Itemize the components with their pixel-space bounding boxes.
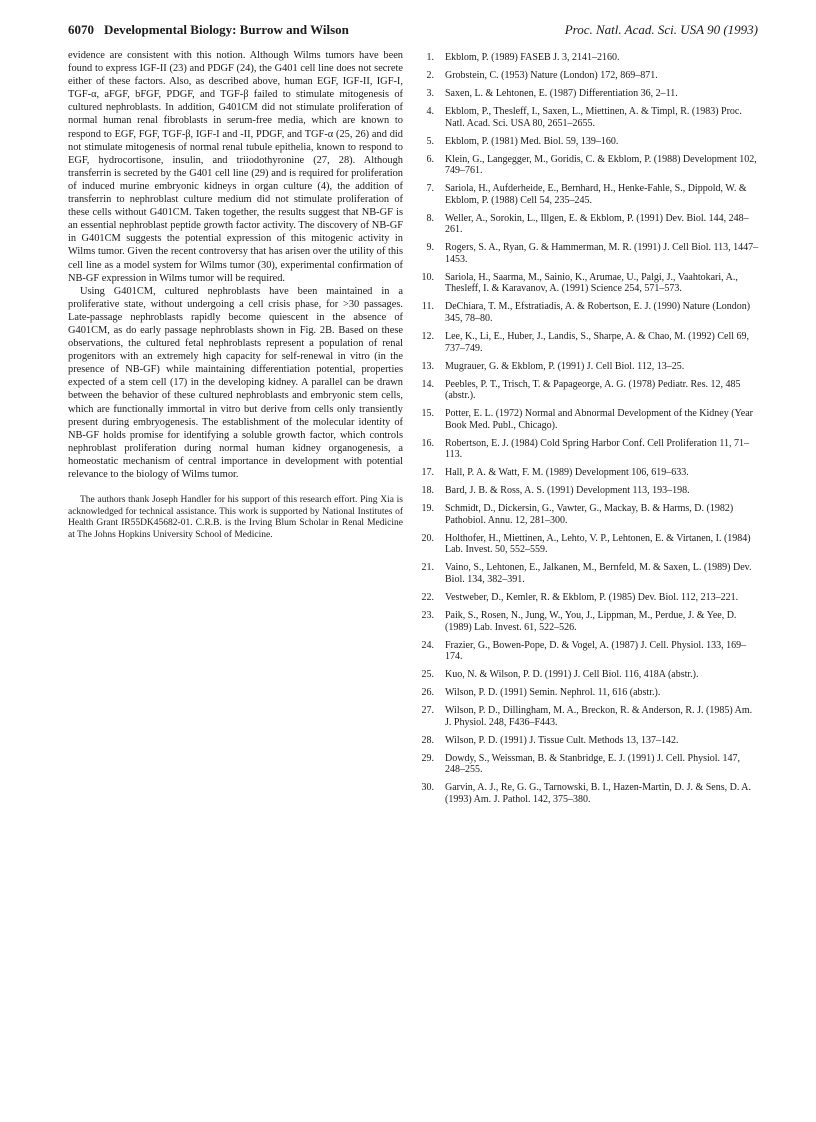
section-title: Developmental Biology: Burrow and Wilson [104,22,349,37]
journal-citation: Proc. Natl. Acad. Sci. USA 90 (1993) [564,22,758,37]
reference-text: Sariola, H., Aufderheide, E., Bernhard, H., Henke-Fahle, S., Dippold, W. & Ekblom, P. (1988) Cell 54, 235–245. [445,183,747,206]
reference-number: 21. [421,562,434,574]
reference-text: DeChiara, T. M., Efstratiadis, A. & Robertson, E. J. (1990) Nature (London) 345, 78–80. [445,301,751,324]
reference-item [420,669,760,681]
reference-number: 15. [421,408,434,420]
reference-number: 1. [426,52,434,63]
reference-number: 30. [421,782,434,794]
reference-text: Peebles, P. T., Trisch, T. & Papageorge, A. G. (1978) Pediatr. Res. 12, 485 (abstr.). [445,378,741,402]
reference-item [420,379,760,402]
reference-text: Hall, P. A. & Watt, F. M. (1989) Development 106, 619–633. [445,467,689,479]
reference-number: 13. [421,360,434,372]
reference-number: 29. [421,752,434,764]
reference-item [420,705,760,728]
reference-item [420,438,760,461]
reference-item [420,301,760,324]
reference-text: Ekblom, P. (1981) Med. Biol. 59, 139–160. [445,135,619,147]
reference-item [420,52,760,64]
page-number: 6070 [68,22,94,37]
reference-number: 11. [421,301,434,313]
discussion-column [68,49,403,541]
reference-number: 4. [426,105,434,117]
reference-item [420,533,760,556]
reference-number: 28. [421,734,434,746]
reference-number: 12. [421,330,434,342]
reference-number: 9. [426,242,434,254]
reference-item [420,503,760,526]
reference-text: Frazier, G., Bowen-Pope, D. & Vogel, A. (1987) J. Cell. Physiol. 133, 169–174. [445,639,747,663]
reference-item [420,782,760,805]
reference-number: 5. [426,135,434,147]
reference-number: 10. [421,271,434,283]
reference-number: 18. [421,485,434,497]
body-paragraph-2: Using G401CM, cultured nephroblasts have been maintained in a proliferative state, without undergoing a cell crisis phase, for >30 passages. Late-passage nephroblasts rapidly become quiescent in the absence of G401CM, as do early passage nephroblasts shown in Fig. 2B. Based on these observations, the cultured fetal nephroblasts represent a population of renal progenitors with an extremely high capacity for self-renewal in vitro (in the presence of NB-GF) while maintaining differentiation potential, properties expected of a stem cell (17) in the developing kidney. A parallel can be drawn between the behavior of these cultured nephroblasts and embryonic stem cells, which are functionally immortal in vitro but derive from cells only transiently present during embryogenesis. The establishment of the molecular identity of NB-GF holds promise for identifying a soluble growth factor, which controls nephroblast proliferation during normal human kidney organogenesis, a homeostatic mechanism of central importance in development with potential relevance to the biology of Wilms tumor. [68,285,403,480]
reference-number: 2. [426,69,434,81]
reference-text: Potter, E. L. (1972) Normal and Abnormal Development of the Kidney (Year Book Med. Publ., Chicago). [445,408,753,431]
reference-item [420,485,760,497]
reference-item [420,592,760,604]
reference-item [420,361,760,373]
reference-item [420,106,760,129]
reference-item [420,610,760,633]
reference-text: Lee, K., Li, E., Huber, J., Landis, S., Sharpe, A. & Chao, M. (1992) Cell 69, 737–749. [445,330,750,354]
reference-text: Kuo, N. & Wilson, P. D. (1991) J. Cell Biol. 116, 418A (abstr.). [445,669,699,681]
reference-text: Wilson, P. D. (1991) Semin. Nephrol. 11, 616 (abstr.). [445,687,661,699]
reference-text: Saxen, L. & Lehtonen, E. (1987) Differentiation 36, 2–11. [445,87,678,99]
reference-item [420,154,760,177]
reference-text: Garvin, A. J., Re, G. G., Tarnowski, B. I., Hazen-Martin, D. J. & Sens, D. A. (1993) Am. J. Pathol. 142, 375–380. [445,782,752,805]
reference-number: 25. [421,669,434,681]
reference-text: Vestweber, D., Kemler, R. & Ekblom, P. (1985) Dev. Biol. 112, 213–221. [445,591,739,603]
body-paragraph-1: evidence are consistent with this notion. Although Wilms tumors have been found to express IGF-II (23) and PDGF (24), the G401 cell line does not secrete either of these factors. Also, as described above, human EGF, IGF-II, IGF-I, TGF-α, aFGF, bFGF, PDGF, and TGF-β failed to stimulate mitogenesis of cultured nephroblasts. In addition, G401CM did not stimulate proliferation of normal human renal fibroblasts in serum-free media, which are known to respond to EGF, FGF, TGF-β, IGF-I and -II, PDGF, and TGF-α (25, 26) and did not stimulate mitogenesis of normal renal tubule epithelia, known to respond to EGF, hydrocortisone, insulin, and triiodothyronine (27, 28). Although transferrin is secreted by the G401 cell line (29) and is required for proliferation of induced murine embryonic kidneys in organ culture (4), the addition of transferrin to nephroblast culture medium did not stimulate proliferation of these cells without G401CM. Taken together, the results suggest that NB-GF is an essential nephroblast peptide growth factor activity. The discovery of NB-GF in G401CM suggests the potential expression of this mitogenic activity in Wilms tumor. Given the recent controversy that has arisen over the utility of this cell line as a model system for Wilms tumor (30), experimental confirmation of NB-GF expression in Wilms tumor will be required. [68,50,403,284]
reference-item [420,408,760,431]
reference-text: Mugrauer, G. & Ekblom, P. (1991) J. Cell Biol. 112, 13–25. [445,360,685,372]
reference-text: Bard, J. B. & Ross, A. S. (1991) Development 113, 193–198. [445,485,690,497]
reference-text: Robertson, E. J. (1984) Cold Spring Harbor Conf. Cell Proliferation 11, 71–113. [445,437,750,461]
reference-number: 22. [421,591,434,603]
reference-text: Dowdy, S., Weissman, B. & Stanbridge, E. J. (1991) J. Cell. Physiol. 147, 248–255. [445,752,741,776]
reference-text: Wilson, P. D., Dillingham, M. A., Breckon, R. & Anderson, R. J. (1985) Am. J. Physiol. 248, F436–F443. [445,705,753,728]
reference-item [420,331,760,354]
reference-item [420,272,760,295]
reference-item [420,640,760,663]
reference-text: Ekblom, P., Thesleff, I., Saxen, L., Miettinen, A. & Timpl, R. (1983) Proc. Natl. Acad. Sci. USA 80, 2651–2655. [445,105,742,129]
reference-number: 8. [426,212,434,224]
reference-number: 27. [421,705,434,717]
reference-item [420,183,760,206]
reference-number: 6. [426,153,434,165]
reference-item [420,753,760,776]
reference-item [420,562,760,585]
reference-item [420,88,760,100]
reference-item [420,136,760,148]
reference-list [420,52,760,812]
reference-item [420,70,760,82]
reference-text: Ekblom, P. (1989) FASEB J. 3, 2141–2160. [445,52,620,63]
reference-number: 23. [421,609,434,621]
reference-text: Schmidt, D., Dickersin, G., Vawter, G., Mackay, B. & Harms, D. (1982) Pathobiol. Annu. 12, 281–300. [445,503,734,526]
reference-number: 7. [426,183,434,195]
reference-number: 17. [421,467,434,479]
running-header [68,22,758,40]
reference-item [420,242,760,265]
reference-text: Paik, S., Rosen, N., Jung, W., You, J., Lippman, M., Perdue, J. & Yee, D. (1989) Lab. Invest. 61, 522–526. [445,609,737,633]
reference-text: Klein, G., Langegger, M., Goridis, C. & Ekblom, P. (1988) Development 102, 749–761. [445,153,757,177]
reference-item [420,213,760,236]
reference-text: Rogers, S. A., Ryan, G. & Hammerman, M. R. (1991) J. Cell Biol. 113, 1447–1453. [445,242,759,265]
reference-text: Weller, A., Sorokin, L., Illgen, E. & Ekblom, P. (1991) Dev. Biol. 144, 248–261. [445,212,749,236]
reference-number: 26. [421,687,434,699]
reference-item [420,735,760,747]
reference-text: Vaino, S., Lehtonen, E., Jalkanen, M., Bernfeld, M. & Saxen, L. (1989) Dev. Biol. 134, 382–391. [445,562,752,585]
reference-number: 19. [421,503,434,515]
reference-number: 14. [421,378,434,390]
acknowledgment: The authors thank Joseph Handler for his support of this research effort. Ping Xia is acknowledged for technical assistance. This work is supported by National Institutes of Health Grant IR55DK45682-01. C.R.B. is the Irving Blum Scholar in Renal Medicine at The Johns Hopkins University School of Medicine. [68,495,403,540]
reference-text: Grobstein, C. (1953) Nature (London) 172, 869–871. [445,69,658,81]
reference-item [420,687,760,699]
reference-number: 24. [421,639,434,651]
reference-text: Holthofer, H., Miettinen, A., Lehto, V. P., Lehtonen, E. & Virtanen, I. (1984) Lab. Invest. 50, 552–559. [445,532,751,556]
reference-item [420,467,760,479]
reference-text: Wilson, P. D. (1991) J. Tissue Cult. Methods 13, 137–142. [445,734,679,746]
reference-text: Sariola, H., Saarma, M., Sainio, K., Arumae, U., Palgi, J., Vaahtokari, A., Thesleff, I. & Karavanov, A. (1991) Science 254, 571–573. [445,271,738,295]
reference-number: 3. [426,87,434,99]
reference-number: 20. [421,532,434,544]
reference-number: 16. [421,437,434,449]
